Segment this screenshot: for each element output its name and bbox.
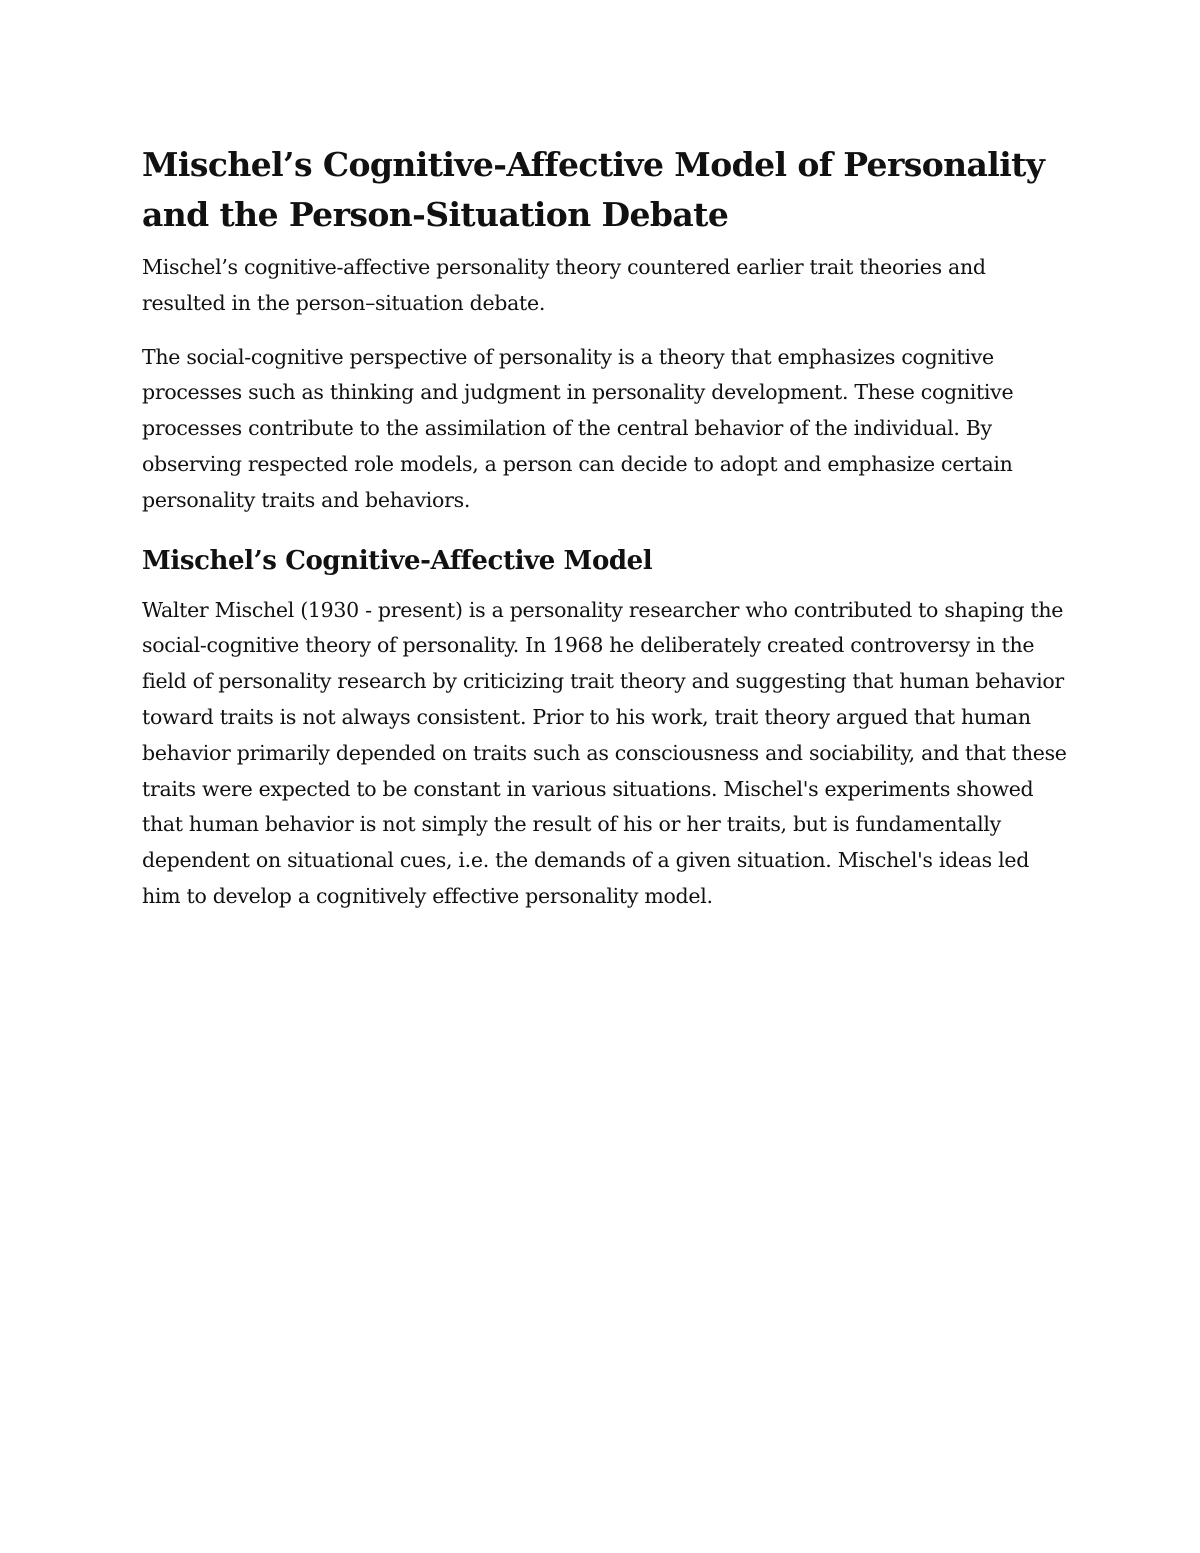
document-page xyxy=(142,140,1067,933)
body-paragraph-1: The social-cognitive perspective of personality is a theory that emphasizes cognitive processes such as thinking and judgment in personality development. These cognitive processes contribute to the assimilation of the central behavior of the individual. By observing respected role models, a person can decide to adopt and emphasize certain personality traits and behaviors. xyxy=(142,344,1014,512)
document-title: Mischel’s Cognitive-Affective Model of Personality and the Person-Situation Debate xyxy=(142,145,1045,234)
body-paragraph-2: Walter Mischel (1930 - present) is a personality researcher who contributed to shaping the social-cognitive theory of personality. In 1968 he deliberately created controversy in the field of personality research by criticizing trait theory and suggesting that human behavior toward traits is not always consistent. Prior to his work, trait theory argued that human behavior primarily depended on traits such as consciousness and sociability, and that these traits were expected to be constant in various situations. Mischel's experiments showed that human behavior is not simply the result of his or her traits, but is fundamentally dependent on situational cues, i.e. the demands of a given situation. Mischel's ideas led him to develop a cognitively effective personality model. xyxy=(142,597,1067,908)
intro-paragraph: Mischel’s cognitive-affective personality theory countered earlier trait theories and resulted in the person–situation debate. xyxy=(142,255,986,315)
section-heading: Mischel’s Cognitive-Affective Model xyxy=(142,545,653,576)
